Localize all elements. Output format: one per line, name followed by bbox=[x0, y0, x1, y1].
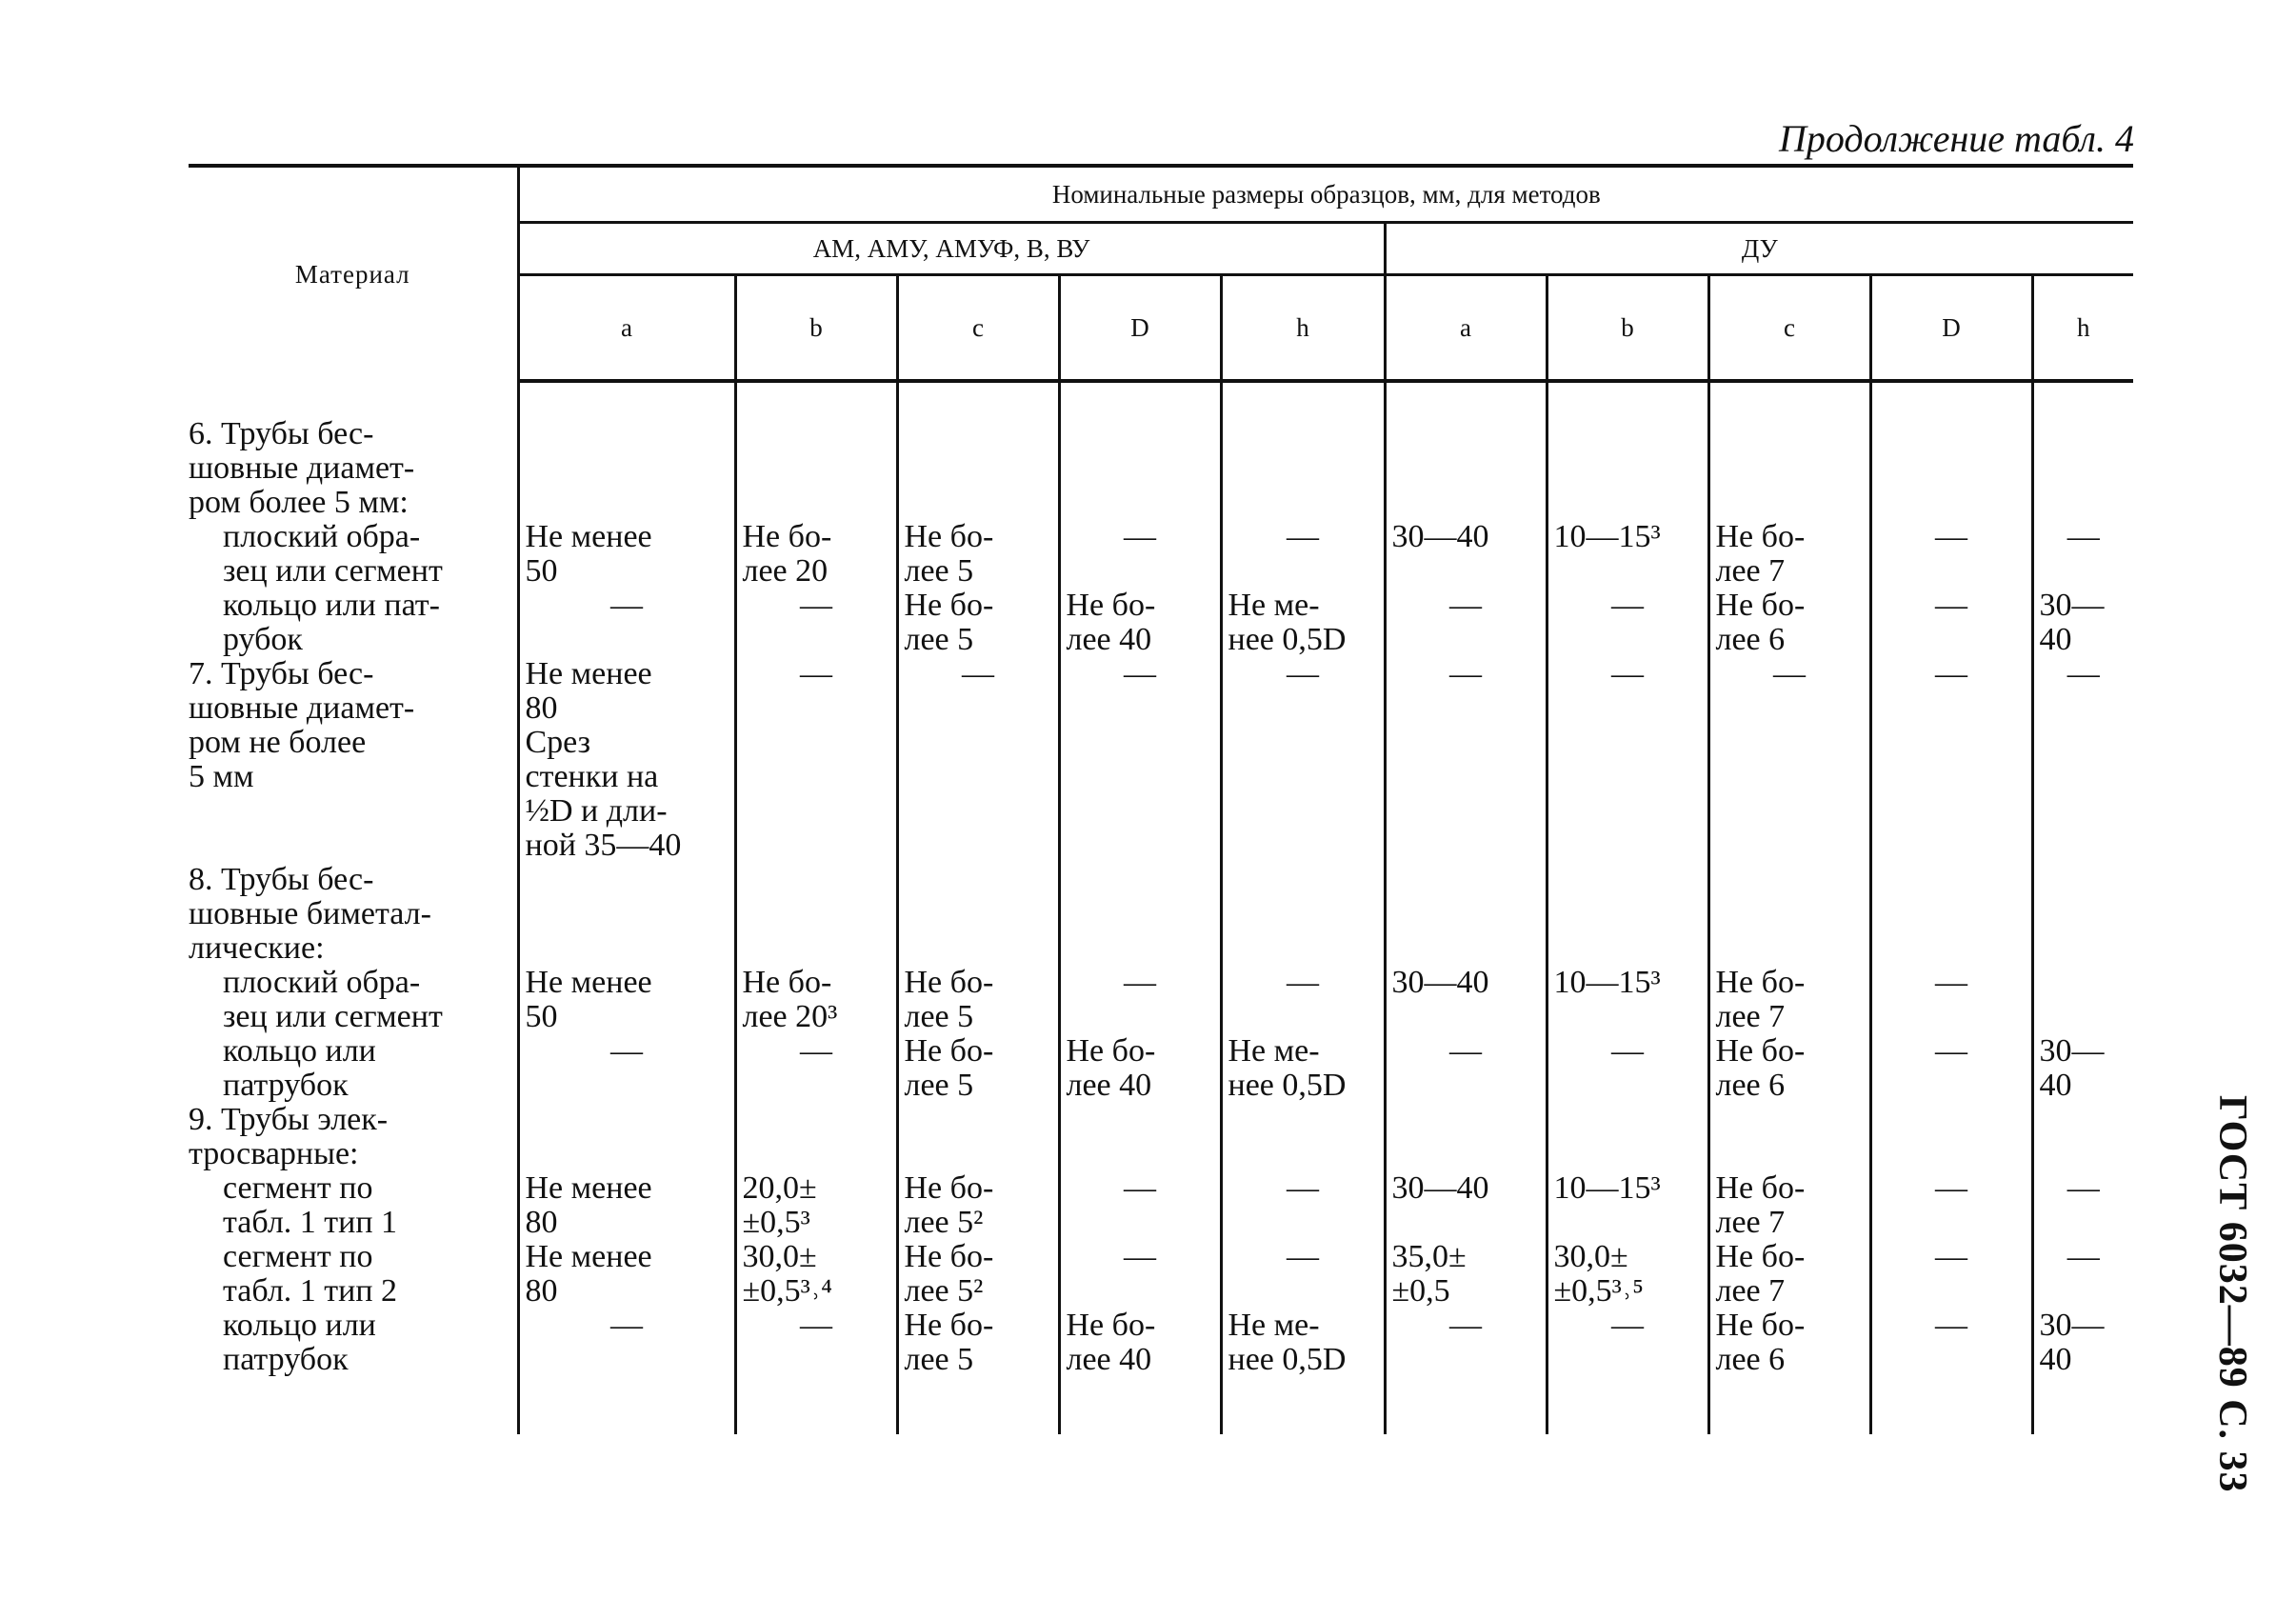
value-cell-du-b bbox=[1547, 1103, 1708, 1171]
header-subcol-du-a: a bbox=[1385, 275, 1547, 382]
value-cell-am-h: — bbox=[1221, 1171, 1385, 1240]
value-cell-du-h: — bbox=[2032, 1240, 2133, 1309]
value-cell-du-b: — bbox=[1547, 657, 1708, 863]
value-cell-du-b: 10—15³ bbox=[1547, 520, 1708, 589]
value-cell-am-h: — bbox=[1221, 657, 1385, 863]
material-label: плоский обра- зец или сегмент bbox=[223, 519, 443, 589]
material-cell bbox=[189, 1240, 518, 1309]
value-cell-am-c: Не бо- лее 5 bbox=[897, 589, 1059, 657]
value-cell-du-h: 30—40 bbox=[2032, 589, 2133, 657]
value-cell-am-d: Не бо- лее 40 bbox=[1059, 1309, 1221, 1434]
specimen-dimensions-table bbox=[189, 164, 2133, 1434]
value-cell-du-c bbox=[1708, 417, 1870, 520]
page-standard-number: ГОСТ 6032—89 С. 33 bbox=[2210, 1095, 2254, 1493]
value-cell-am-d: — bbox=[1059, 966, 1221, 1034]
table-row bbox=[189, 657, 2133, 863]
value-cell-du-a bbox=[1385, 417, 1547, 520]
value-cell-am-a: — bbox=[518, 1309, 735, 1434]
value-cell-am-h: Не ме- нее 0,5D bbox=[1221, 1309, 1385, 1434]
value-cell-am-h: Не ме- нее 0,5D bbox=[1221, 1034, 1385, 1103]
value-cell-am-c bbox=[897, 417, 1059, 520]
material-label: 9. Трубы элек- тросварные: bbox=[189, 1102, 389, 1171]
value-cell-du-h bbox=[2032, 1103, 2133, 1171]
value-cell-am-b: Не бо- лее 20³ bbox=[735, 966, 897, 1034]
material-cell bbox=[189, 1034, 518, 1103]
material-label: 6. Трубы бес- шовные диамет- ром более 5 мм: bbox=[189, 416, 415, 520]
table-row bbox=[189, 1034, 2133, 1103]
value-cell-am-d: — bbox=[1059, 1171, 1221, 1240]
value-cell-am-h bbox=[1221, 863, 1385, 966]
header-subcol-am-d: D bbox=[1059, 275, 1221, 382]
value-cell-du-b bbox=[1547, 863, 1708, 966]
header-group-am: АМ, АМУ, АМУФ, В, ВУ bbox=[518, 223, 1385, 275]
value-cell-am-a: Не менее 50 bbox=[518, 966, 735, 1034]
value-cell-am-d bbox=[1059, 1103, 1221, 1171]
table-row bbox=[189, 589, 2133, 657]
value-cell-am-c: Не бо- лее 5 bbox=[897, 1309, 1059, 1434]
value-cell-am-a: — bbox=[518, 589, 735, 657]
value-cell-du-d bbox=[1870, 863, 2032, 966]
value-cell-am-h bbox=[1221, 417, 1385, 520]
value-cell-du-b: — bbox=[1547, 1309, 1708, 1434]
material-cell bbox=[189, 966, 518, 1034]
value-cell-du-h bbox=[2032, 966, 2133, 1034]
value-cell-du-c: Не бо- лее 7 bbox=[1708, 1240, 1870, 1309]
value-cell-du-h: 30—40 bbox=[2032, 1309, 2133, 1434]
material-cell bbox=[189, 417, 518, 520]
value-cell-du-a: 30—40 bbox=[1385, 966, 1547, 1034]
value-cell-am-a: — bbox=[518, 1034, 735, 1103]
table-row bbox=[189, 1103, 2133, 1171]
value-cell-du-h bbox=[2032, 417, 2133, 520]
value-cell-am-b: Не бо- лее 20 bbox=[735, 520, 897, 589]
value-cell-am-b: — bbox=[735, 657, 897, 863]
value-cell-du-a: — bbox=[1385, 1309, 1547, 1434]
material-label: кольцо или патрубок bbox=[223, 1308, 376, 1377]
value-cell-du-c: — bbox=[1708, 657, 1870, 863]
material-label: 8. Трубы бес- шовные биметал- лические: bbox=[189, 862, 431, 966]
value-cell-du-c bbox=[1708, 1103, 1870, 1171]
value-cell-am-c: — bbox=[897, 657, 1059, 863]
value-cell-du-c: Не бо- лее 6 bbox=[1708, 589, 1870, 657]
value-cell-am-c bbox=[897, 1103, 1059, 1171]
material-label: 7. Трубы бес- шовные диамет- ром не более 5 мм bbox=[189, 656, 415, 794]
value-cell-am-d: Не бо- лее 40 bbox=[1059, 589, 1221, 657]
value-cell-am-b bbox=[735, 863, 897, 966]
value-cell-du-c: Не бо- лее 6 bbox=[1708, 1309, 1870, 1434]
table-row bbox=[189, 863, 2133, 966]
value-cell-du-a: 30—40 bbox=[1385, 1171, 1547, 1240]
value-cell-am-b: 30,0± ±0,5³˒⁴ bbox=[735, 1240, 897, 1309]
value-cell-du-d bbox=[1870, 1103, 2032, 1171]
value-cell-am-b: — bbox=[735, 1309, 897, 1434]
value-cell-du-d bbox=[1870, 417, 2032, 520]
material-cell bbox=[189, 1171, 518, 1240]
header-group-title: Номинальные размеры образцов, мм, для методов bbox=[518, 166, 2133, 223]
value-cell-am-d: — bbox=[1059, 1240, 1221, 1309]
value-cell-am-b: — bbox=[735, 589, 897, 657]
value-cell-am-a bbox=[518, 1103, 735, 1171]
material-cell bbox=[189, 520, 518, 589]
value-cell-du-b: — bbox=[1547, 1034, 1708, 1103]
value-cell-du-c: Не бо- лее 7 bbox=[1708, 1171, 1870, 1240]
material-label: кольцо или патрубок bbox=[223, 1033, 376, 1103]
header-subcol-du-d: D bbox=[1870, 275, 2032, 382]
value-cell-du-a: 35,0± ±0,5 bbox=[1385, 1240, 1547, 1309]
header-subcol-am-b: b bbox=[735, 275, 897, 382]
value-cell-du-b: 10—15³ bbox=[1547, 966, 1708, 1034]
value-cell-du-h bbox=[2032, 863, 2133, 966]
material-label: сегмент по табл. 1 тип 2 bbox=[223, 1239, 398, 1309]
material-label: сегмент по табл. 1 тип 1 bbox=[223, 1170, 398, 1240]
value-cell-am-d: — bbox=[1059, 657, 1221, 863]
value-cell-du-a: — bbox=[1385, 1034, 1547, 1103]
header-subcol-du-b: b bbox=[1547, 275, 1708, 382]
value-cell-am-a bbox=[518, 417, 735, 520]
value-cell-du-h: 30—40 bbox=[2032, 1034, 2133, 1103]
value-cell-am-d: Не бо- лее 40 bbox=[1059, 1034, 1221, 1103]
continuation-caption: Продолжение табл. 4 bbox=[1778, 117, 2134, 160]
value-cell-am-b bbox=[735, 417, 897, 520]
header-material: Материал bbox=[189, 166, 518, 381]
value-cell-am-b bbox=[735, 1103, 897, 1171]
value-cell-du-d: — bbox=[1870, 1034, 2032, 1103]
value-cell-am-d: — bbox=[1059, 520, 1221, 589]
material-cell bbox=[189, 589, 518, 657]
value-cell-am-a bbox=[518, 863, 735, 966]
value-cell-du-d: — bbox=[1870, 589, 2032, 657]
header-subcol-du-c: c bbox=[1708, 275, 1870, 382]
value-cell-am-a: Не менее 80 Срез стенки на ½D и дли- ной 35—40 bbox=[518, 657, 735, 863]
value-cell-du-h: — bbox=[2032, 520, 2133, 589]
value-cell-am-a: Не менее 50 bbox=[518, 520, 735, 589]
header-group-du: ДУ bbox=[1385, 223, 2133, 275]
value-cell-am-h: — bbox=[1221, 966, 1385, 1034]
value-cell-am-c bbox=[897, 863, 1059, 966]
value-cell-du-b: 30,0± ±0,5³˒⁵ bbox=[1547, 1240, 1708, 1309]
table-row bbox=[189, 1240, 2133, 1309]
value-cell-du-b: 10—15³ bbox=[1547, 1171, 1708, 1240]
table-row bbox=[189, 1309, 2133, 1434]
value-cell-am-d bbox=[1059, 417, 1221, 520]
value-cell-du-a bbox=[1385, 1103, 1547, 1171]
material-cell bbox=[189, 1309, 518, 1434]
material-cell bbox=[189, 1103, 518, 1171]
table-row bbox=[189, 417, 2133, 520]
value-cell-am-b: 20,0± ±0,5³ bbox=[735, 1171, 897, 1240]
value-cell-du-b: — bbox=[1547, 589, 1708, 657]
value-cell-am-b: — bbox=[735, 1034, 897, 1103]
value-cell-du-d: — bbox=[1870, 1171, 2032, 1240]
value-cell-du-a: 30—40 bbox=[1385, 520, 1547, 589]
value-cell-am-h bbox=[1221, 1103, 1385, 1171]
header-subcol-am-h: h bbox=[1221, 275, 1385, 382]
value-cell-du-a: — bbox=[1385, 589, 1547, 657]
value-cell-du-d: — bbox=[1870, 966, 2032, 1034]
value-cell-du-h: — bbox=[2032, 657, 2133, 863]
material-cell bbox=[189, 863, 518, 966]
table-row bbox=[189, 1171, 2133, 1240]
value-cell-am-h: — bbox=[1221, 1240, 1385, 1309]
table-row bbox=[189, 966, 2133, 1034]
header-subcol-du-h: h bbox=[2032, 275, 2133, 382]
value-cell-du-h: — bbox=[2032, 1171, 2133, 1240]
value-cell-du-a bbox=[1385, 863, 1547, 966]
value-cell-am-a: Не менее 80 bbox=[518, 1240, 735, 1309]
value-cell-am-c: Не бо- лее 5² bbox=[897, 1171, 1059, 1240]
value-cell-du-d: — bbox=[1870, 1309, 2032, 1434]
value-cell-du-d: — bbox=[1870, 1240, 2032, 1309]
table-row bbox=[189, 520, 2133, 589]
material-cell bbox=[189, 657, 518, 863]
value-cell-am-h: Не ме- нее 0,5D bbox=[1221, 589, 1385, 657]
material-label: кольцо или пат- рубок bbox=[223, 588, 440, 657]
material-label: плоский обра- зец или сегмент bbox=[223, 965, 443, 1034]
value-cell-du-c: Не бо- лее 7 bbox=[1708, 966, 1870, 1034]
value-cell-du-c: Не бо- лее 7 bbox=[1708, 520, 1870, 589]
value-cell-du-d: — bbox=[1870, 657, 2032, 863]
header-subcol-am-a: a bbox=[518, 275, 735, 382]
header-subcol-am-c: c bbox=[897, 275, 1059, 382]
value-cell-am-h: — bbox=[1221, 520, 1385, 589]
value-cell-am-c: Не бо- лее 5 bbox=[897, 966, 1059, 1034]
value-cell-am-c: Не бо- лее 5 bbox=[897, 520, 1059, 589]
value-cell-du-d: — bbox=[1870, 520, 2032, 589]
value-cell-am-c: Не бо- лее 5 bbox=[897, 1034, 1059, 1103]
value-cell-du-c bbox=[1708, 863, 1870, 966]
value-cell-am-d bbox=[1059, 863, 1221, 966]
value-cell-du-a: — bbox=[1385, 657, 1547, 863]
value-cell-am-c: Не бо- лее 5² bbox=[897, 1240, 1059, 1309]
value-cell-du-c: Не бо- лее 6 bbox=[1708, 1034, 1870, 1103]
value-cell-am-a: Не менее 80 bbox=[518, 1171, 735, 1240]
value-cell-du-b bbox=[1547, 417, 1708, 520]
